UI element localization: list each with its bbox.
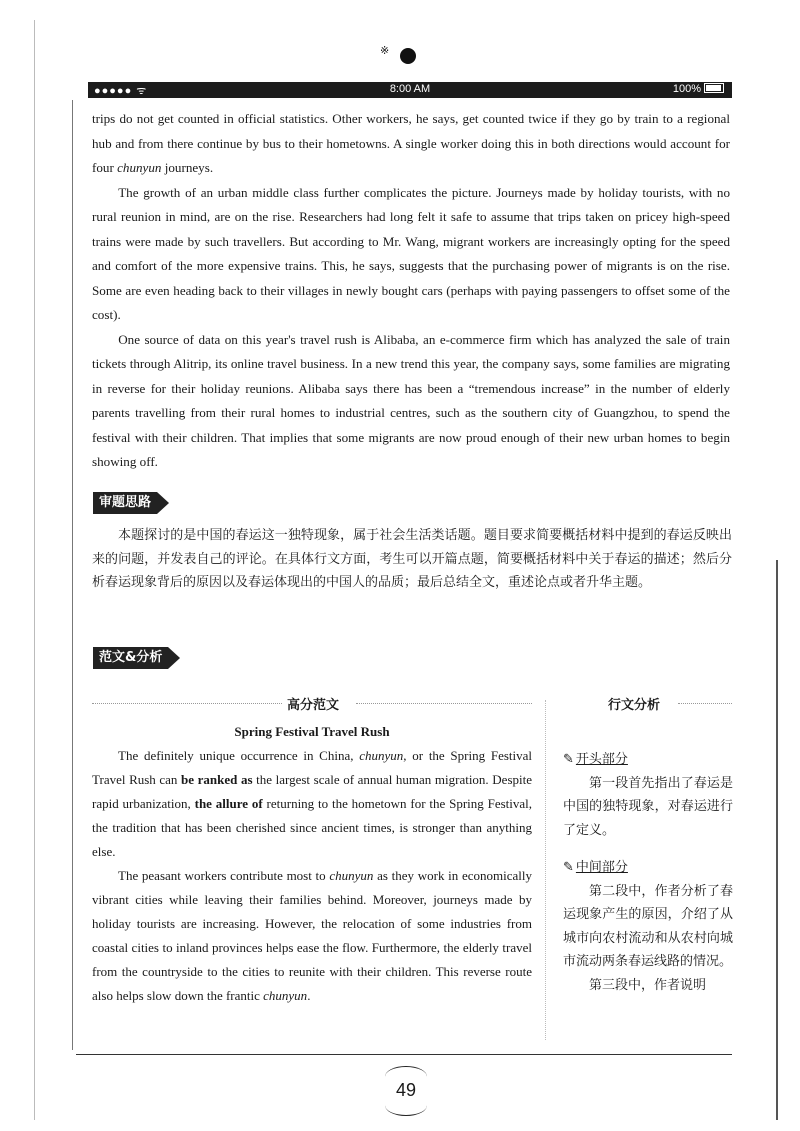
essay-paragraph: The definitely unique occurrence in China, chunyun, or the Spring Festival Travel Rush can be ranked as the largest scale of annual human migration. Despite rapid urbanization, the allure of returning to the hometown for the Spring Festival, the tradition that has been cherished since ancient times, is stronger than anything else. (92, 748, 533, 859)
pen-icon: ✎ (563, 752, 574, 767)
analysis-notes (563, 748, 733, 997)
analysis-column-heading: 行文分析 (608, 698, 661, 713)
divider (356, 703, 532, 704)
analysis-section-title: 审题思路 (93, 492, 157, 514)
header-dot-icon (400, 48, 416, 64)
article-body (92, 107, 730, 475)
intro-label: 开头部分 (575, 752, 628, 767)
battery-indicator (673, 83, 724, 95)
article-paragraph: trips do not get counted in official statistics. Other workers, he says, get counted twice if they go by train to a regional hub and from there continue by bus to their hometowns. A single worker doing this in both directions would account for four chunyun journeys. (92, 111, 730, 175)
status-bar (88, 82, 732, 98)
divider (92, 703, 282, 704)
third-note: 第三段中，作者说明 (589, 977, 707, 993)
article-paragraph: One source of data on this year's travel rush is Alibaba, an e-commerce firm which has analyzed the sale of train tickets through Alitrip, its online travel business. In a new trend this year, the company says, some families are migrating in reverse for their holiday reunions. Alibaba says there has been a “tremendous increase” in the number of elderly parents travelling from their rural homes to industrial centres, such as the southern city of Guangzhou, to spend the festival with their children. That implies that some migrants are now proud enough of their new urban homes to begin showing off. (92, 331, 730, 469)
divider (678, 703, 732, 704)
battery-icon (704, 83, 724, 93)
essay-paragraph: The peasant workers contribute most to chunyun as they work in economically vibrant cities while leaving their families behind. Moreover, journeys made by holiday tourists are increasing. However, the relocation of some industries from coastal cities to inland provinces helps ease the flow. Furthermore, the elderly travel from the countryside to the cities to reunite with their children. This reverse route also helps slow down the frantic chunyun. (92, 868, 532, 1003)
analysis-text: 本题探讨的是中国的春运这一独特现象，属于社会生活类话题。题目要求简要概括材料中提到的春运反映出来的问题，并发表自己的评论。在具体行文方面，考生可以开篇点题，简要概括材料中关于春运的描述；然后分析春运现象背后的原因以及春运体现出的中国人的品质；最后总结全文，重述论点或者升华主题。 (92, 528, 732, 590)
status-time: 8:00 AM (389, 83, 431, 95)
scan-edge-left-inner (72, 100, 73, 1050)
battery-percent: 100% (672, 83, 701, 95)
intro-note: 第一段首先指出了春运是中国的独特现象，对春运进行了定义。 (563, 775, 733, 838)
scan-edge-right (776, 560, 778, 1120)
essay-title: Spring Festival Travel Rush (234, 724, 390, 739)
column-divider (545, 700, 546, 1040)
signal-wifi-icon: ●●●●● ᯤ (94, 85, 148, 97)
sample-essay (92, 720, 532, 1008)
header-mark: ※ (380, 45, 390, 57)
sample-section-title: 范文&分析 (93, 647, 168, 669)
essay-column-heading: 高分范文 (287, 698, 340, 713)
page-number: 49 (381, 1070, 431, 1110)
scan-edge-left (34, 20, 35, 1120)
article-paragraph: The growth of an urban middle class further complicates the picture. Journeys made by holiday tourists, with no rural reunion in mind, are on the rise. Researchers had long felt it safe to assume that trips taken on pricey high-speed trains were made by such travellers. But according to Mr. Wang, migrant workers are increasingly opting for the speed and comfort of the more expensive trains. This, he says, suggests that the purchasing power of migrants is on the rise. Some are even heading back to their villages in newly bought cars (perhaps with paying passengers to offset some of the cost). (92, 184, 730, 322)
bottom-rule (76, 1054, 732, 1055)
middle-note: 第二段中，作者分析了春运现象产生的原因，介绍了从城市向农村流动和从农村向城市流动两条春运线路的情况。 (563, 883, 733, 969)
middle-label: 中间部分 (575, 860, 628, 875)
pen-icon: ✎ (563, 860, 574, 875)
